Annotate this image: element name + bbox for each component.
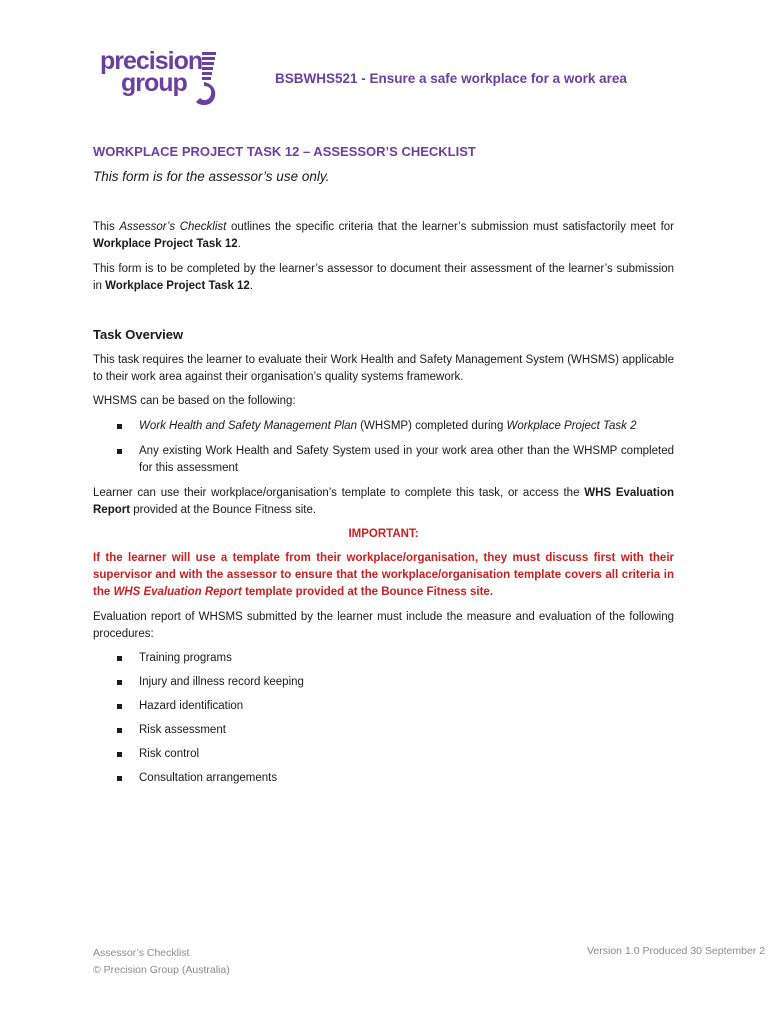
task-overview-heading: Task Overview: [93, 327, 184, 342]
text: Workplace Project Task 12: [105, 280, 250, 292]
text: Learner can use their workplace/organisation’s template to complete this task, or access the: [93, 487, 585, 499]
text: Workplace Project Task 2: [506, 420, 637, 432]
list-item: [93, 674, 674, 691]
list-item: [93, 698, 674, 715]
bullet-icon: [117, 704, 122, 709]
section-title: WORKPLACE PROJECT TASK 12 – ASSESSOR’S CHECKLIST: [93, 144, 476, 159]
bullet-icon: [117, 776, 122, 781]
text: outlines the specific criteria that the learner’s submission must satisfactorily meet for: [226, 221, 674, 233]
logo-wordmark: [100, 47, 203, 97]
text: This task requires the learner to evaluate their Work Health and Safety Management System (WHSMS) applicable to their work area against their organisation’s quality systems framework.: [93, 354, 674, 383]
text: This: [93, 221, 120, 233]
text: Evaluation report of WHSMS submitted by the learner must include the measure and evaluation of the following procedures:: [93, 611, 674, 640]
text: WHS Evaluation Report: [93, 487, 674, 516]
overview-paragraph-3: [93, 485, 674, 519]
text: Workplace Project Task 12: [93, 238, 238, 250]
evaluation-intro: [93, 609, 674, 643]
footer-left: [93, 945, 230, 979]
list-item: [93, 770, 674, 787]
list-item-label: Consultation arrangements: [139, 772, 278, 784]
text: WHSMS can be based on the following:: [93, 395, 296, 407]
bullet-icon: [117, 728, 122, 733]
text: Work Health and Safety Management Plan: [139, 420, 357, 432]
list-item-label: Injury and illness record keeping: [139, 676, 304, 688]
section-subtitle: This form is for the assessor’s use only.: [93, 169, 330, 184]
text: (WHSMP) completed during: [356, 420, 507, 432]
bullet-icon: [117, 752, 122, 757]
list-item: [93, 443, 674, 477]
text: template provided at the Bounce Fitness site.: [241, 586, 494, 598]
text: WHS Evaluation Report: [113, 586, 242, 598]
list-item-label: Risk assessment: [139, 724, 226, 736]
precision-group-logo: [100, 47, 220, 112]
bullet-icon: [117, 449, 122, 454]
bullet-icon: [117, 424, 122, 429]
footer-copyright: © Precision Group (Australia): [93, 964, 230, 976]
intro-paragraph-2: [93, 261, 674, 295]
overview-paragraph-1: [93, 352, 674, 386]
footer-version: Version 1.0 Produced 30 September 2: [587, 945, 766, 957]
list-item-label: Training programs: [139, 652, 232, 664]
whsms-bases-list: [93, 418, 674, 477]
list-item-label: Hazard identification: [139, 700, 244, 712]
footer-doc-name: Assessor’s Checklist: [93, 947, 190, 959]
intro-paragraph-1: [93, 219, 674, 253]
evaluation-procedures-list: [93, 650, 674, 787]
text: If the learner will use a template from their workplace/organisation, they must discuss first with their supervisor and with the assessor to ensure that the workplace/organisation template covers all criteria in the: [93, 552, 674, 598]
list-item: [93, 418, 674, 435]
text: .: [249, 280, 254, 292]
bullet-icon: [117, 656, 122, 661]
important-label: IMPORTANT:: [348, 528, 419, 540]
logo-line1: precision: [100, 47, 203, 75]
logo-line2: group: [121, 69, 187, 97]
text: This form is to be completed by the learner’s assessor to document their assessment of the learner’s submission in: [93, 263, 674, 292]
bullet-icon: [117, 680, 122, 685]
list-item: [93, 746, 674, 763]
list-item-label: Risk control: [139, 748, 200, 760]
list-item: [93, 722, 674, 739]
text: Assessor’s Checklist: [119, 221, 227, 233]
logo-swirl-icon: [188, 52, 220, 108]
important-warning: [93, 550, 674, 601]
text: .: [237, 238, 241, 250]
header-title: BSBWHS521 - Ensure a safe workplace for a work area: [275, 71, 627, 86]
overview-paragraph-2: [93, 393, 674, 410]
text: provided at the Bounce Fitness site.: [130, 504, 317, 516]
text: Any existing Work Health and Safety System used in your work area other than the WHSMP completed for this assessment: [139, 445, 674, 474]
list-item: [93, 650, 674, 667]
